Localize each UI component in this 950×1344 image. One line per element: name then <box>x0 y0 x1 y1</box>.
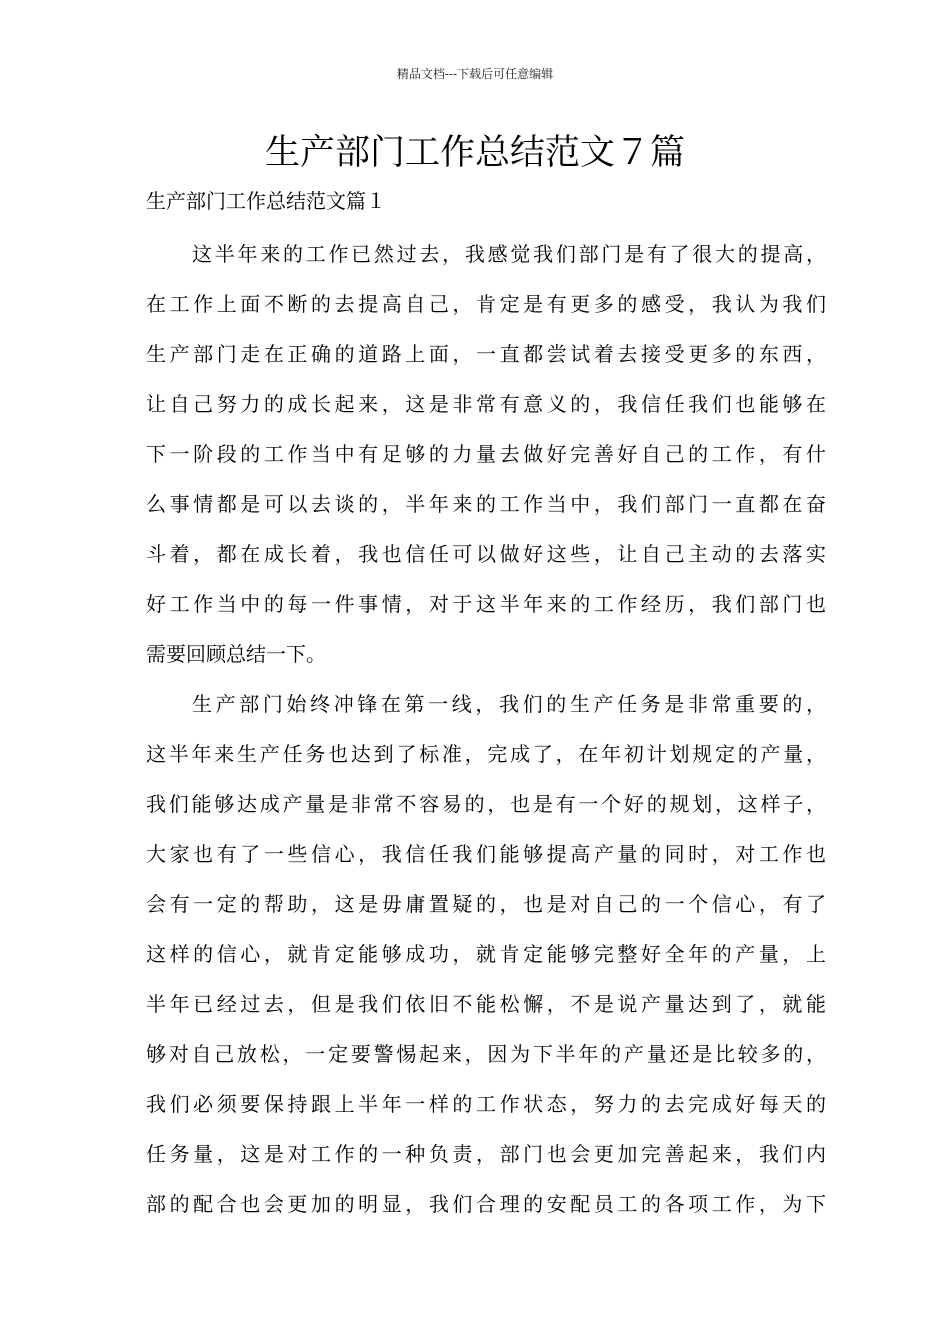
paragraph-line: 大家也有了一些信心，我信任我们能够提高产量的同时，对工作也 <box>146 842 826 866</box>
paragraph-line: 斗着，都在成长着，我也信任可以做好这些，让自己主动的去落实 <box>146 542 826 566</box>
paragraph-line: 在工作上面不断的去提高自己，肯定是有更多的感受，我认为我们 <box>146 292 826 316</box>
section-heading: 生产部门工作总结范文篇１ <box>146 189 386 213</box>
paragraph-line: 我们能够达成产量是非常不容易的，也是有一个好的规划，这样子， <box>146 792 826 816</box>
paragraph-line: 我们必须要保持跟上半年一样的工作状态，努力的去完成好每天的 <box>146 1092 826 1116</box>
paragraph-line: 下一阶段的工作当中有足够的力量去做好完善好自己的工作，有什 <box>146 442 826 466</box>
paragraph-line: 部的配合也会更加的明显，我们合理的安配员工的各项工作，为下 <box>146 1192 826 1216</box>
paragraph-line: 任务量，这是对工作的一种负责，部门也会更加完善起来，我们内 <box>146 1142 826 1166</box>
paragraph-line: 么事情都是可以去谈的，半年来的工作当中，我们部门一直都在奋 <box>146 492 826 516</box>
paragraph-line: 会有一定的帮助，这是毋庸置疑的，也是对自己的一个信心，有了 <box>146 892 826 916</box>
paragraph-line: 这半年来生产任务也达到了标准，完成了，在年初计划规定的产量， <box>146 742 826 766</box>
paragraph-line: 让自己努力的成长起来，这是非常有意义的，我信任我们也能够在 <box>146 392 826 416</box>
paragraph-line: 这半年来的工作已然过去，我感觉我们部门是有了很大的提高， <box>192 242 826 266</box>
paragraph-1 <box>146 229 826 679</box>
paragraph-line: 够对自己放松，一定要警惕起来，因为下半年的产量还是比较多的， <box>146 1042 826 1066</box>
paragraph-line: 生产部门始终冲锋在第一线，我们的生产任务是非常重要的， <box>192 692 826 716</box>
body-text <box>146 229 826 1229</box>
paragraph-line: 生产部门走在正确的道路上面，一直都尝试着去接受更多的东西， <box>146 342 826 366</box>
document-title: 生产部门工作总结范文７篇 <box>264 133 685 173</box>
paragraph-line: 这样的信心，就肯定能够成功，就肯定能够完整好全年的产量，上 <box>146 942 826 966</box>
paragraph-line: 需要回顾总结一下。 <box>146 642 326 666</box>
paragraph-line: 半年已经过去，但是我们依旧不能松懈，不是说产量达到了，就能 <box>146 992 826 1016</box>
paragraph-2 <box>146 679 826 1229</box>
paragraph-line: 好工作当中的每一件事情，对于这半年来的工作经历，我们部门也 <box>146 592 826 616</box>
header-note: 精品文档---下载后可任意编辑 <box>396 67 554 81</box>
